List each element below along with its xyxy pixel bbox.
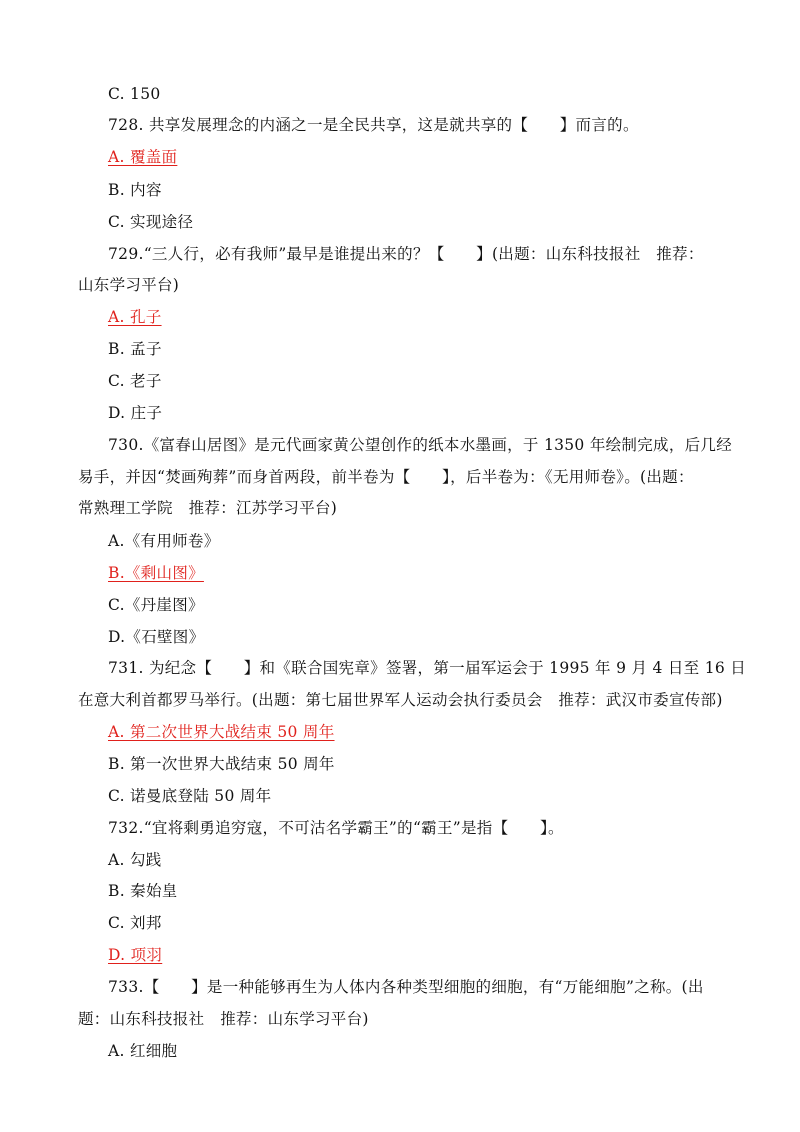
option-b: B. 秦始皇 xyxy=(108,882,178,900)
question-730-continued: 易手，并因“焚画殉葬”而身首两段，前半卷为【 】，后半卷为：《无用师卷》。(出题： xyxy=(78,468,694,486)
question-732: 732.“宜将剩勇追穷寇，不可沽名学霸王”的“霸王”是指【 】。 xyxy=(108,819,564,837)
question-733-continued: 题：山东科技报社 推荐：山东学习平台) xyxy=(78,1010,369,1028)
option-d: D.《石壁图》 xyxy=(108,628,205,646)
option-a: A. 红细胞 xyxy=(108,1042,178,1060)
option-c: C. 刘邦 xyxy=(108,914,162,932)
question-729: 729.“三人行，必有我师”最早是谁提出来的？【 】(出题：山东科技报社 推荐： xyxy=(108,245,704,263)
option-c-150: C. 150 xyxy=(108,85,161,103)
option-c: C. 老子 xyxy=(108,372,162,390)
question-731: 731. 为纪念【 】和《联合国宪章》签署，第一届军运会于 1995 年 9 月 4 日至 16 日 xyxy=(108,659,747,677)
option-b: B. 孟子 xyxy=(108,340,162,358)
option-d: D. 庄子 xyxy=(108,404,163,422)
option-c: C. 诺曼底登陆 50 周年 xyxy=(108,787,272,805)
option-c: C.《丹崖图》 xyxy=(108,596,204,614)
question-730-continued: 常熟理工学院 推荐：江苏学习平台) xyxy=(78,499,338,517)
option-a-correct: A. 覆盖面 xyxy=(108,148,178,166)
question-731-continued: 在意大利首都罗马举行。(出题：第七届世界军人运动会执行委员会 推荐：武汉市委宣传部) xyxy=(78,691,723,709)
option-a-correct: A. 第二次世界大战结束 50 周年 xyxy=(108,723,335,741)
option-b: B. 第一次世界大战结束 50 周年 xyxy=(108,755,335,773)
option-b: B. 内容 xyxy=(108,181,162,199)
option-d-correct: D. 项羽 xyxy=(108,946,163,964)
question-729-continued: 山东学习平台) xyxy=(78,276,180,294)
option-c: C. 实现途径 xyxy=(108,213,194,231)
option-a-correct: A. 孔子 xyxy=(108,308,162,326)
option-b-correct: B.《剩山图》 xyxy=(108,564,204,582)
question-728: 728. 共享发展理念的内涵之一是全民共享，这是就共享的【 】而言的。 xyxy=(108,116,639,134)
option-a: A.《有用师卷》 xyxy=(108,532,220,550)
option-a: A. 勾践 xyxy=(108,851,162,869)
question-730: 730.《富春山居图》是元代画家黄公望创作的纸本水墨画，于 1350 年绘制完成，后几经 xyxy=(108,436,733,454)
question-733: 733.【 】是一种能够再生为人体内各种类型细胞的细胞，有“万能细胞”之称。(出 xyxy=(108,978,704,996)
